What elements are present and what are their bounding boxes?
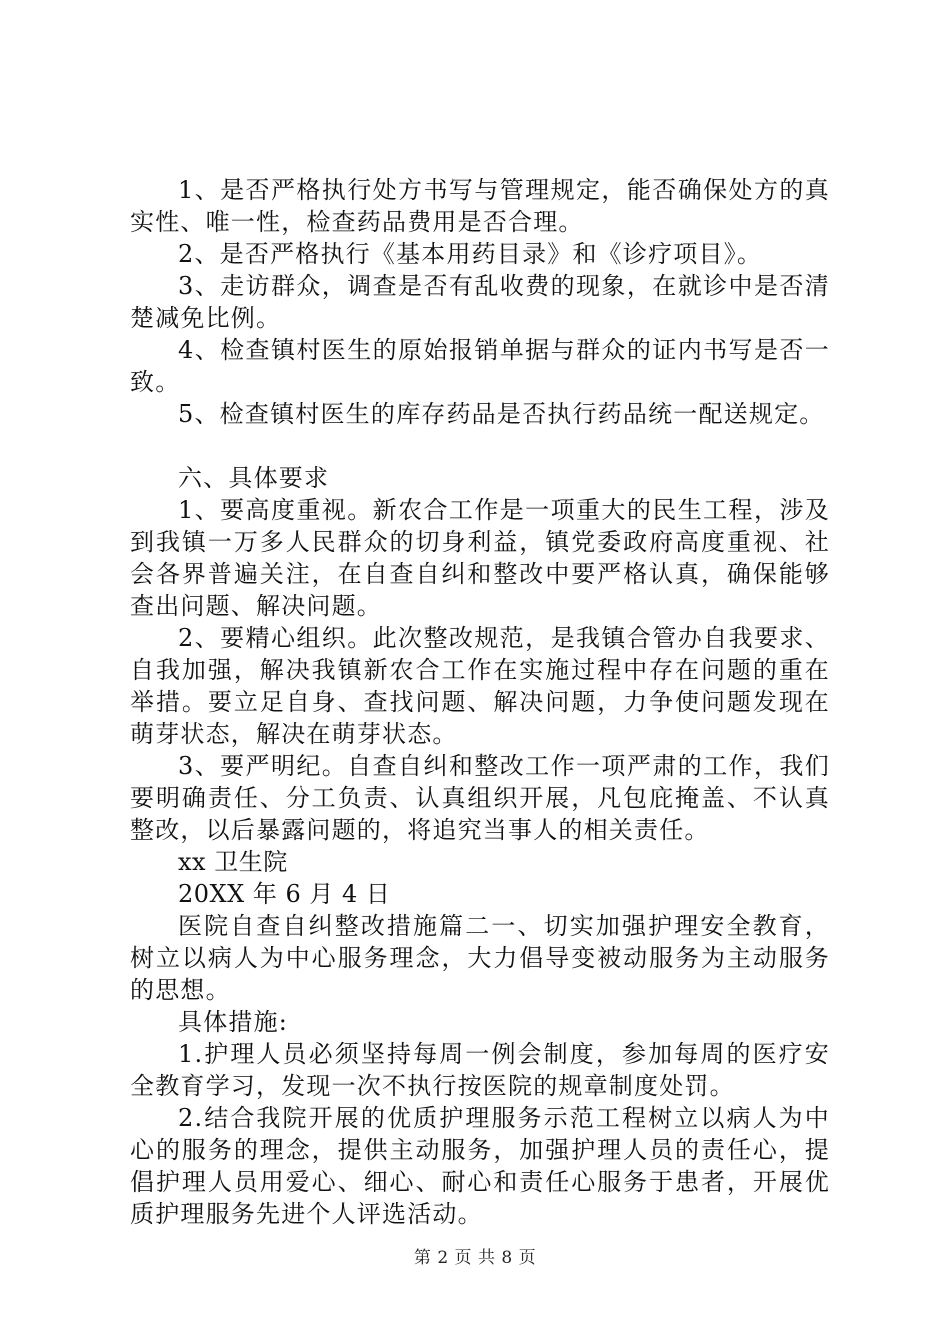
paragraph-check-receipts: 4、检查镇村医生的原始报销单据与群众的证内书写是否一致。 [130, 336, 830, 396]
paragraph-measure-weekly-meeting: 1.护理人员必须坚持每周一例会制度，参加每周的医疗安全教育学习，发现一次不执行按医院的规章制度处罚。 [130, 1040, 830, 1100]
section-heading-requirements: 六、具体要求 [178, 464, 330, 492]
signature-organization: xx 卫生院 [178, 848, 288, 876]
paragraph-check-inventory: 5、检查镇村医生的库存药品是否执行药品统一配送规定。 [178, 400, 825, 428]
paragraph-requirement-discipline: 3、要严明纪。自查自纠和整改工作一项严肃的工作，我们要明确责任、分工负责、认真组织开展，凡包庇掩盖、不认真整改，以后暴露问题的，将追究当事人的相关责任。 [130, 752, 830, 844]
page-number-footer: 第 2 页 共 8 页 [413, 1248, 537, 1268]
paragraph-check-prescription: 1、是否严格执行处方书写与管理规定，能否确保处方的真实性、唯一性，检查药品费用是否合理。 [130, 176, 830, 236]
paragraph-requirement-importance: 1、要高度重视。新农合工作是一项重大的民生工程，涉及到我镇一万多人民群众的切身利益，镇党委政府高度重视、社会各界普遍关注，在自查自纠和整改中要严格认真，确保能够查出问题、解决问题。 [130, 496, 830, 620]
signature-date: 20XX 年 6 月 4 日 [178, 880, 391, 908]
paragraph-measures-heading: 具体措施: [178, 1008, 289, 1036]
paragraph-requirement-organization: 2、要精心组织。此次整改规范，是我镇合管办自我要求、自我加强，解决我镇新农合工作在实施过程中存在问题的重在举措。要立足自身、查找问题、解决问题，力争使问题发现在萌芽状态，解决在萌芽状态。 [130, 624, 830, 748]
paragraph-part-two-intro: 医院自查自纠整改措施篇二一、切实加强护理安全教育，树立以病人为中心服务理念，大力倡导变被动服务为主动服务的思想。 [130, 912, 830, 1004]
paragraph-check-drug-catalog: 2、是否严格执行《基本用药目录》和《诊疗项目》。 [178, 240, 763, 268]
document-body [130, 174, 830, 1230]
paragraph-measure-quality-nursing: 2.结合我院开展的优质护理服务示范工程树立以病人为中心的服务的理念，提供主动服务，加强护理人员的责任心，提倡护理人员用爱心、细心、耐心和责任心服务于患者，开展优质护理服务先进个人评选活动。 [130, 1104, 830, 1228]
paragraph-visit-public: 3、走访群众，调查是否有乱收费的现象，在就诊中是否清楚减免比例。 [130, 272, 830, 332]
